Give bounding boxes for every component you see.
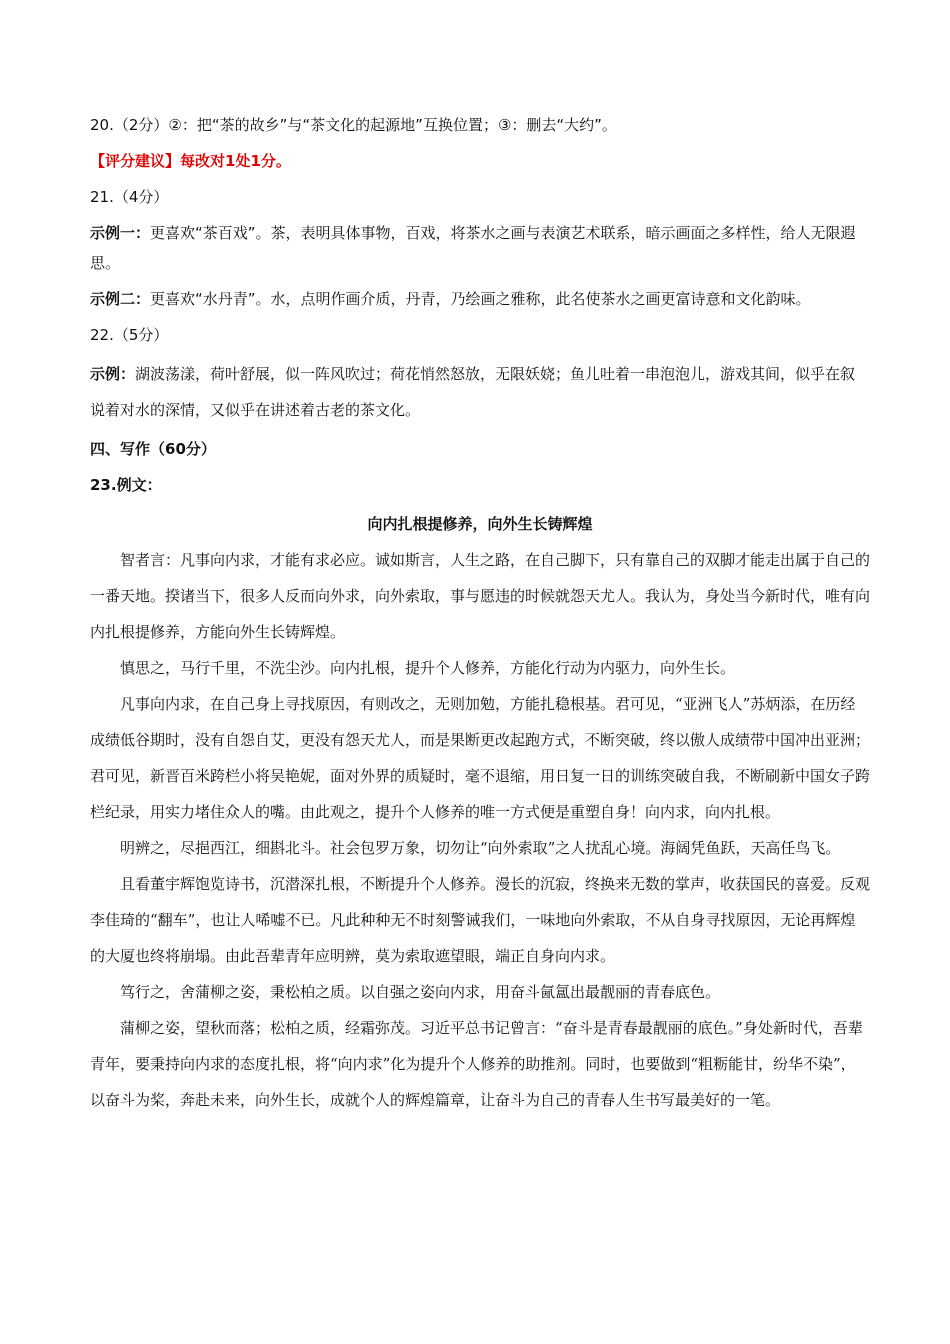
q20-answer: [90, 110, 870, 140]
essay-paragraph: 明辨之，尽挹西江，细斟北斗。社会包罗万象，切勿让“向外索取”之人扰乱心境。海阔凭鱼跃，天高任鸟飞。: [120, 839, 841, 857]
essay-paragraph: 智者言：凡事向内求，才能有求必应。诚如斯言，人生之路，在自己脚下，只有靠自己的双脚才能走出属于自己的一番天地。揆诸当下，很多人反而向外求，向外索取，事与愿违的时候就怨天尤人。我认为，身处当今新时代，唯有向内扎根提修养，方能向外生长铸辉煌。: [90, 551, 871, 641]
q22-label: 22.（5分）: [90, 326, 169, 344]
section4-heading: 四、写作（60分）: [90, 440, 216, 458]
q22-example-text: 湖波荡漾，荷叶舒展，似一阵风吹过；荷花悄然怒放，无限妖娆；鱼儿吐着一串泡泡儿，游戏其间，似乎在叙说着对水的深情，又似乎在讲述着古老的茶文化。: [90, 365, 856, 419]
essay-paragraph: 蒲柳之姿，望秋而落；松柏之质，经霜弥茂。习近平总书记曾言：“奋斗是青春最靓丽的底色。”身处新时代，吾辈青年，要秉持向内求的态度扎根，将“向内求”化为提升个人修养的助推剂。同时，也要做到“粗粝能甘，纷华不染”，以奋斗为桨，奔赴未来，向外生长，成就个人的辉煌篇章，让奋斗为自己的青春人生书写最美好的一笔。: [90, 1019, 863, 1109]
q23-label: 23.例文：: [90, 476, 162, 494]
essay-paragraph: 凡事向内求，在自己身上寻找原因，有则改之，无则加勉，方能扎稳根基。君可见，“亚洲飞人”苏炳添，在历经成绩低谷期时，没有自怨自艾，更没有怨天尤人，而是果断更改起跑方式，不断突破，终以傲人成绩带中国冲出亚洲；君可见，新晋百米跨栏小将吴艳妮，面对外界的质疑时，毫不退缩，用日复一日的训练突破自我，不断刷新中国女子跨栏纪录，用实力堵住众人的嘴。由此观之，提升个人修养的唯一方式便是重塑自身！向内求，向内扎根。: [90, 695, 871, 821]
q21-example1: [90, 218, 870, 278]
q22-example-label: 示例：: [90, 365, 136, 383]
q21-example2: [90, 284, 870, 314]
essay-title: 向内扎根提修养，向外生长铸辉煌: [367, 515, 593, 533]
q21-example1-label: 示例一：: [90, 224, 151, 242]
q20-label: 20.（2分）: [90, 116, 169, 134]
essay-paragraph: 慎思之，马行千里，不洗尘沙。向内扎根，提升个人修养，方能化行动为内驱力，向外生长。: [120, 659, 736, 677]
essay-paragraph: 笃行之，舍蒲柳之姿，秉松柏之质。以自强之姿向内求，用奋斗氤氲出最靓丽的青春底色。: [120, 983, 721, 1001]
q21-label: 21.（4分）: [90, 188, 169, 206]
essay-paragraph: 且看董宇辉饱览诗书，沉潜深扎根，不断提升个人修养。漫长的沉寂，终换来无数的掌声，收获国民的喜爱。反观李佳琦的“翻车”，也让人唏嘘不已。凡此种种无不时刻警诫我们，一味地向外索取，不从自身寻找原因，无论再辉煌的大厦也终将崩塌。由此吾辈青年应明辨，莫为索取遮望眼，端正自身向内求。: [90, 875, 871, 965]
q21-example2-label: 示例二：: [90, 290, 151, 308]
q21-example2-text: 更喜欢“水丹青”。水，点明作画介质，丹青，乃绘画之雅称，此名使茶水之画更富诗意和文化韵味。: [150, 290, 811, 308]
q20-text: ②：把“茶的故乡”与“茶文化的起源地”互换位置；③：删去“大约”。: [168, 116, 617, 134]
q21-example1-text: 更喜欢“茶百戏”。茶，表明具体事物，百戏，将茶水之画与表演艺术联系，暗示画面之多样性，给人无限遐思。: [90, 224, 856, 272]
q22-example: [90, 356, 870, 428]
scoring-suggestion: 【评分建议】每改对1处1分。: [90, 152, 291, 170]
document-body: [90, 110, 870, 1118]
